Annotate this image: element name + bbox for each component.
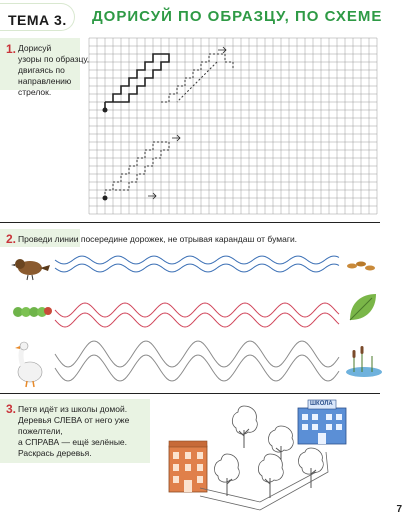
arrow-icon: [172, 135, 180, 141]
pattern-lower-start-dot: [103, 196, 108, 201]
topic-number: ТЕМА 3.: [8, 12, 67, 28]
task3-text: [18, 404, 129, 459]
tree-icon: [228, 404, 260, 448]
school-sign: ШКОЛА: [310, 401, 333, 407]
task3-number: 3.: [6, 402, 17, 416]
pattern-upper-start-dot: [103, 108, 108, 113]
divider: [0, 393, 380, 394]
topic-badge: [0, 4, 74, 30]
grain-icon: [346, 258, 376, 274]
tree-icon: [296, 446, 326, 488]
task3-line: Деревья СЛЕВА от него уже: [18, 415, 130, 425]
task1-line: стрелок.: [18, 87, 52, 97]
drawing-grid[interactable]: [88, 38, 380, 218]
task1-line: направлению: [18, 76, 72, 86]
wave-path-1[interactable]: [55, 250, 340, 280]
task1-line: узоры по образцу,: [18, 54, 90, 64]
pond-icon: [344, 346, 384, 378]
task1-text: [18, 43, 89, 98]
page-number: 7: [396, 504, 402, 515]
leaf-icon: [346, 292, 378, 324]
tree-icon: [254, 452, 286, 498]
page-header: [0, 0, 410, 34]
task2-text: Проведи линии посередине дорожек, не отрывая карандаш от бумаги.: [18, 234, 298, 244]
caterpillar-icon: [12, 304, 52, 320]
task3-line: а СПРАВА — ещё зелёные.: [18, 437, 128, 447]
task2-number: 2.: [6, 232, 17, 246]
task3-line: пожелтели,: [18, 426, 63, 436]
wave-path-3[interactable]: [55, 338, 340, 384]
sparrow-icon: [10, 256, 50, 280]
divider: [0, 222, 380, 223]
tree-icon: [212, 452, 242, 496]
wave-path-2[interactable]: [55, 300, 340, 332]
task1-number: 1.: [6, 42, 17, 56]
task1-line: двигаясь по: [18, 65, 65, 75]
task1-line: Дорисуй: [18, 43, 52, 53]
task3-line: Раскрась деревья.: [18, 448, 92, 458]
task3-line: Петя идёт из школы домой.: [18, 404, 128, 414]
grid-lines: [89, 38, 377, 214]
topic-title: ДОРИСУЙ ПО ОБРАЗЦУ, ПО СХЕМЕ: [92, 8, 383, 25]
goose-icon: [14, 340, 44, 388]
